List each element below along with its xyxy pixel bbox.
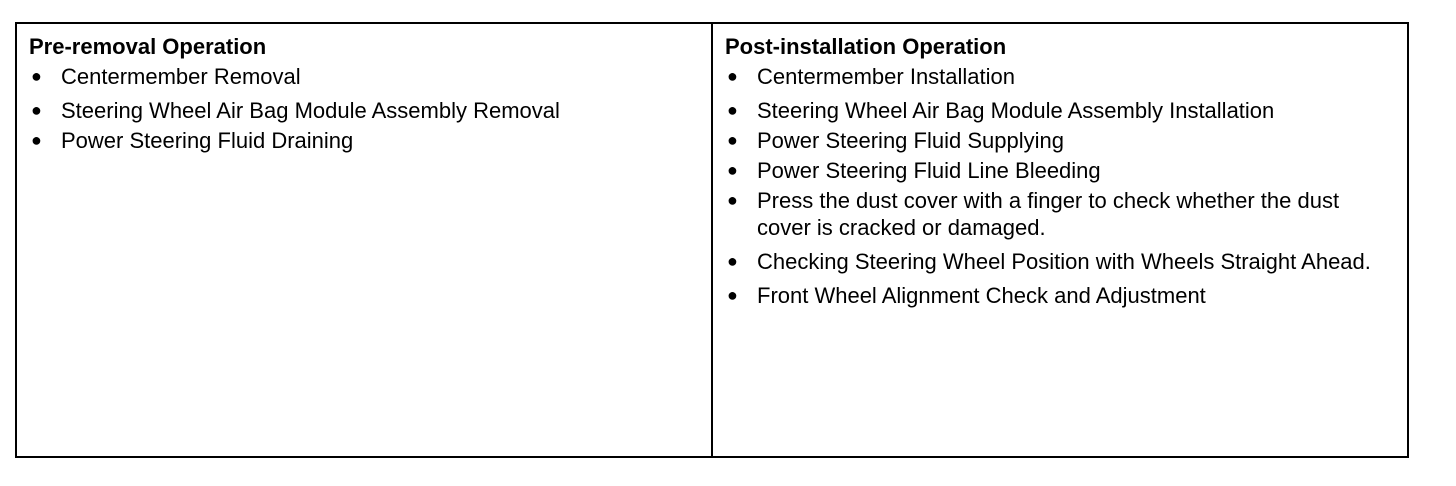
bullet-icon: ● (727, 100, 738, 120)
list-item-text: Power Steering Fluid Line Bleeding (757, 158, 1101, 183)
bullet-icon: ● (727, 130, 738, 150)
list-item (725, 127, 1395, 154)
list-item (725, 63, 1395, 90)
list-item (725, 248, 1395, 275)
list-item-text: Checking Steering Wheel Position with Wheels Straight Ahead. (757, 249, 1371, 274)
bullet-icon: ● (31, 130, 42, 150)
pre-removal-list (29, 63, 699, 154)
post-installation-heading: Post-installation Operation (725, 34, 1007, 59)
bullet-icon: ● (31, 100, 42, 120)
post-installation-list (725, 63, 1395, 309)
list-item (725, 97, 1395, 124)
bullet-icon: ● (31, 66, 42, 86)
list-item (29, 97, 699, 124)
bullet-icon: ● (727, 160, 738, 180)
post-installation-column (713, 24, 1407, 456)
list-item (29, 127, 699, 154)
list-item-text: Centermember Removal (61, 64, 301, 89)
pre-removal-heading: Pre-removal Operation (29, 34, 267, 59)
bullet-icon: ● (727, 285, 738, 305)
list-item (725, 282, 1395, 309)
list-item-text: Centermember Installation (757, 64, 1016, 89)
bullet-icon: ● (727, 66, 738, 86)
list-item (725, 157, 1395, 184)
operations-table (15, 22, 1409, 458)
list-item-text: Steering Wheel Air Bag Module Assembly Installation (757, 98, 1275, 123)
bullet-icon: ● (727, 190, 738, 210)
bullet-icon: ● (727, 251, 738, 271)
list-item-text: Steering Wheel Air Bag Module Assembly Removal (61, 98, 560, 123)
pre-removal-column (17, 24, 713, 456)
list-item-text: Front Wheel Alignment Check and Adjustment (757, 283, 1206, 308)
list-item (725, 187, 1395, 241)
list-item (29, 63, 699, 90)
list-item-text: Press the dust cover with a finger to check whether the dust cover is cracked or damaged. (757, 188, 1340, 240)
list-item-text: Power Steering Fluid Supplying (757, 128, 1064, 153)
list-item-text: Power Steering Fluid Draining (61, 128, 354, 153)
